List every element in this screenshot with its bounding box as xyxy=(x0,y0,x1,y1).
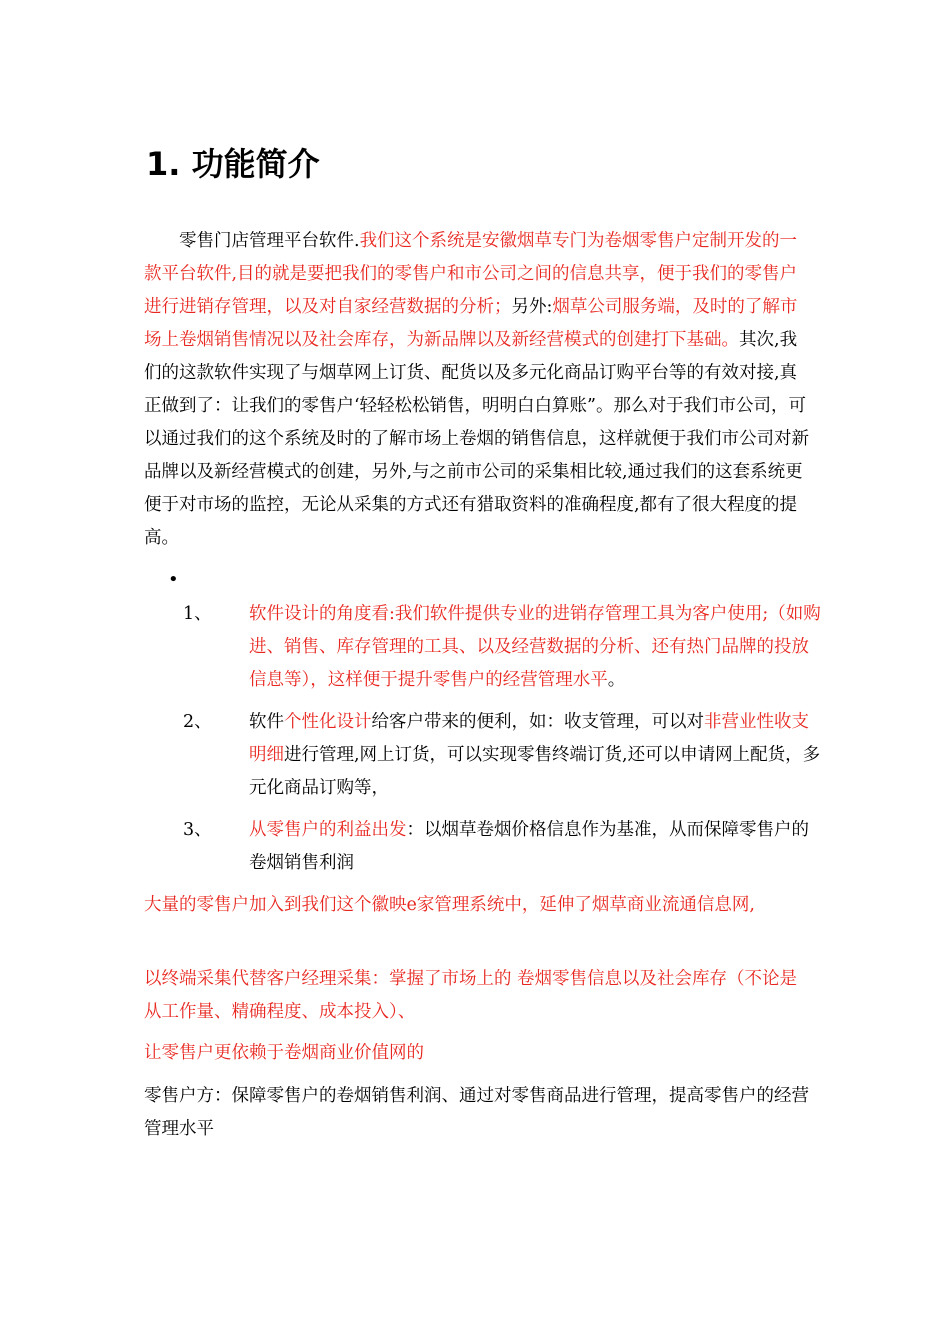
list-item-text-part: 给客户带来的便利，如：收支管理，可以对 xyxy=(371,712,704,732)
list-item-text xyxy=(249,598,821,697)
list-item-text-part: 个性化设计 xyxy=(284,712,372,732)
intro-text-3: 另外: xyxy=(511,297,553,317)
list-item-text-part: 进行管理,网上订货，可以实现零售终端订货,还可以申请网上配货，多元化商品订购等， xyxy=(249,745,821,798)
intro-text-1: 零售门店管理平台软件. xyxy=(179,231,360,251)
list-item-number: 2、 xyxy=(183,712,212,732)
list-item-number: 3、 xyxy=(183,820,212,840)
list-item-text xyxy=(249,814,821,880)
intro-paragraph xyxy=(144,225,809,555)
list-item-text-part: ：以烟草卷烟价格信息作为基准，从而保障零售户的卷烟销售利润 xyxy=(249,820,809,873)
paragraph-network: 大量的零售户加入到我们这个徽映e家管理系统中，延伸了烟草商业流通信息网, xyxy=(144,895,755,915)
paragraph-value-network: 让零售户更依赖于卷烟商业价值网的 xyxy=(144,1043,424,1063)
list-item-1 xyxy=(183,598,823,697)
section-heading: 1. 功能简介 xyxy=(146,145,320,183)
intro-text-5: 其次,我们的这款软件实现了与烟草网上订货、配货以及多元化商品订购平台等的有效对接,真正做到了：让我们的零售户‘轻轻松松销售，明明白白算账”。那么对于我们市公司，可以通过我们的这个系统及时的了解市场上卷烟的销售信息，这样就便于我们市公司对新品牌以及新经营模式的创建，另外,与之前市公司的采集相比较,通过我们的这套系统更便于对市场的监控，无论从采集的方式还有猎取资料的准确程度,都有了很大程度的提高。 xyxy=(144,330,809,548)
list-item-text-part: 。 xyxy=(607,670,626,690)
list-item-text-part: 软件设计的角度看:我们软件提供专业的进销存管理工具为客户使用;（如购进、销售、库存管理的工具、以及经营数据的分析、还有热门品牌的投放信息等），这样便于提升零售户的经营管理水平 xyxy=(249,604,821,690)
intro-text-4: 烟草公司服务端，及时的了解市场上卷烟销售情况以及社会库存，为新品牌以及新经营模式的创建打下基础。 xyxy=(144,297,798,350)
bullet-marker: • xyxy=(168,569,179,590)
list-item-text xyxy=(249,706,821,805)
list-item-text-part: 从零售户的利益出发 xyxy=(249,820,407,840)
list-item-text-part: 软件 xyxy=(249,712,284,732)
paragraph-retailer-side: 零售户方：保障零售户的卷烟销售利润、通过对零售商品进行管理，提高零售户的经营管理水平 xyxy=(144,1086,809,1139)
list-item-number: 1、 xyxy=(183,604,212,624)
list-item-text-part: 非营业性收支明细 xyxy=(249,712,809,765)
paragraph-terminal-collection: 以终端采集代替客户经理采集：掌握了市场上的 卷烟零售信息以及社会库存（不论是从工作量、精确程度、成本投入）、 xyxy=(144,969,798,1022)
list-item-3 xyxy=(183,814,823,880)
list-item-2 xyxy=(183,706,823,805)
intro-text-2: 我们这个系统是安徽烟草专门为卷烟零售户定制开发的一款平台软件,目的就是要把我们的零售户和市公司之间的信息共享，便于我们的零售户进行进销存管理，以及对自家经营数据的分析； xyxy=(144,231,798,317)
